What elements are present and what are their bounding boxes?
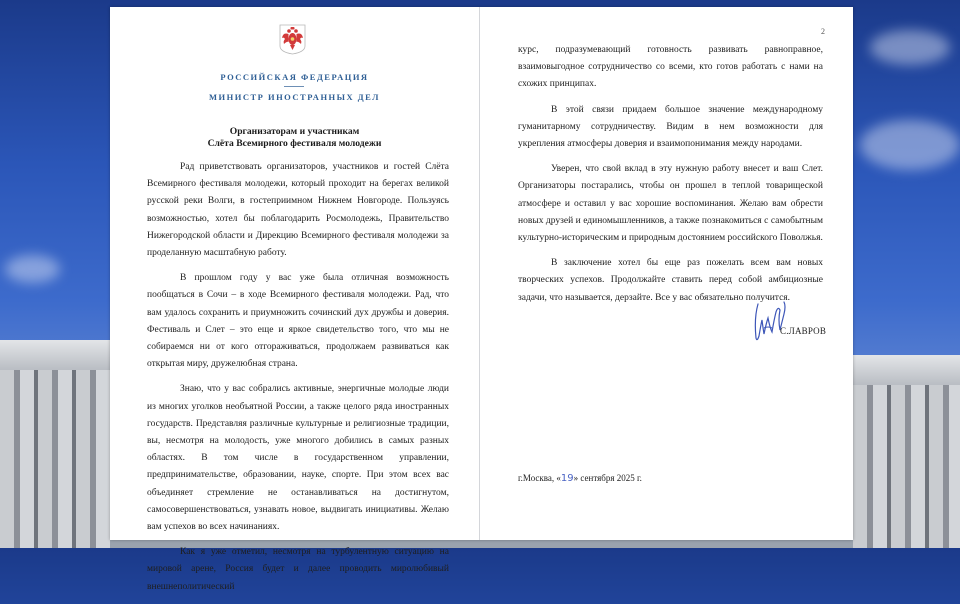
- place-prefix: г.Москва, «: [518, 473, 561, 483]
- handwritten-day: 19: [560, 473, 574, 484]
- handwritten-signature-icon: [750, 298, 790, 346]
- background-cloud: [870, 30, 950, 65]
- signer-name: С.ЛАВРОВ: [780, 326, 827, 336]
- background-building: [0, 340, 110, 548]
- paragraph: Как я уже отметил, несмотря на турбулентную ситуацию на мировой арене, Россия будет и далее проводить миролюбивый внешнеполитический: [147, 547, 449, 592]
- paragraph: В этой связи придаем большое значение международному гуманитарному сотрудничеству. Видим в нем возможности для укрепления атмосферы доверия и взаимопонимания между народами.: [518, 104, 823, 150]
- date-suffix: » сентября 2025 г.: [573, 473, 642, 483]
- addressee: [110, 126, 479, 150]
- background-building: [853, 355, 960, 548]
- paragraph-continuation: курс, подразумевающий готовность развивать равноправное, взаимовыгодное сотрудничество со всеми, кто готов работать с нами на схожих принципах.: [518, 45, 823, 90]
- letter-page-2: [480, 7, 853, 540]
- paragraph: Знаю, что у вас собрались активные, энергичные молодые люди из многих уголков необъятной России, а также целого ряда иностранных государств. Представляя различные культурные и религиозные традиции, вы, несмотря на молодость, уже многого добились в самых разных областях. В том числе в государственном управлении, предпринимательстве, образовании, науке, спорте. При этом всех вас объединяет стремление не останавливаться на достигнутом, самосовершенствоваться, узнавать новое, выдвигать инициативы. Желаю вам успехов во всех начинаниях.: [147, 384, 449, 533]
- letter-page-1: [110, 7, 480, 592]
- letter-document: [110, 7, 853, 592]
- paragraph: В заключение хотел бы еще раз пожелать всем вам новых творческих успехов. Продолжайте ставить перед собой амбициозные задачи, что называется, дерзайте. Все у вас обязательно получится.: [518, 258, 823, 303]
- paragraph: В прошлом году у вас уже была отличная возможность пообщаться в Сочи – в ходе Всемирного фестиваля молодежи. Рад, что вам удалось сохранить и приумножить сочинский дух дружбы и доверия. Фестиваль и Слет – это еще и яркое свидетельство того, что мы не собираемся ни от кого отгораживаться, продолжаем развиваться как открытая миру, дружелюбная страна.: [147, 273, 449, 370]
- background-cloud: [5, 255, 60, 283]
- background-cloud: [860, 120, 960, 170]
- place-and-date: [518, 473, 642, 484]
- letterhead-divider: [284, 86, 304, 87]
- page-1-body: [147, 159, 449, 604]
- paragraph: Уверен, что свой вклад в эту нужную работу внесет и ваш Слет. Организаторы постарались, чтобы он прошел в теплой товарищеской атмосфере и оставил у вас хорошие воспоминания. Желаю вам обрести новых друзей и единомышленников, а также познакомиться с самобытным культурно-историческим и природным достоянием российского Поволжья.: [518, 164, 823, 244]
- page-number: 2: [821, 27, 825, 36]
- addressee-line-2: Слёта Всемирного фестиваля молодежи: [207, 138, 382, 149]
- addressee-line-1: Организаторам и участникам: [229, 126, 360, 137]
- paragraph: Рад приветствовать организаторов, участников и гостей Слёта Всемирного фестиваля молодежи, который проходит на берегах великой русской реки Волги, в гостеприимном Нижнем Новгороде. Пользуясь возможностью, хотел бы поблагодарить Росмолодежь, Правительство Нижегородской области и Дирекцию Всемирного фестиваля молодежи за проделанную масштабную работу.: [147, 162, 449, 259]
- letterhead-country: РОССИЙСКАЯ ФЕДЕРАЦИЯ: [220, 72, 369, 82]
- russian-coat-of-arms-icon: [279, 24, 306, 55]
- letterhead-office: МИНИСТР ИНОСТРАННЫХ ДЕЛ: [208, 92, 381, 102]
- page-2-body: [518, 42, 823, 315]
